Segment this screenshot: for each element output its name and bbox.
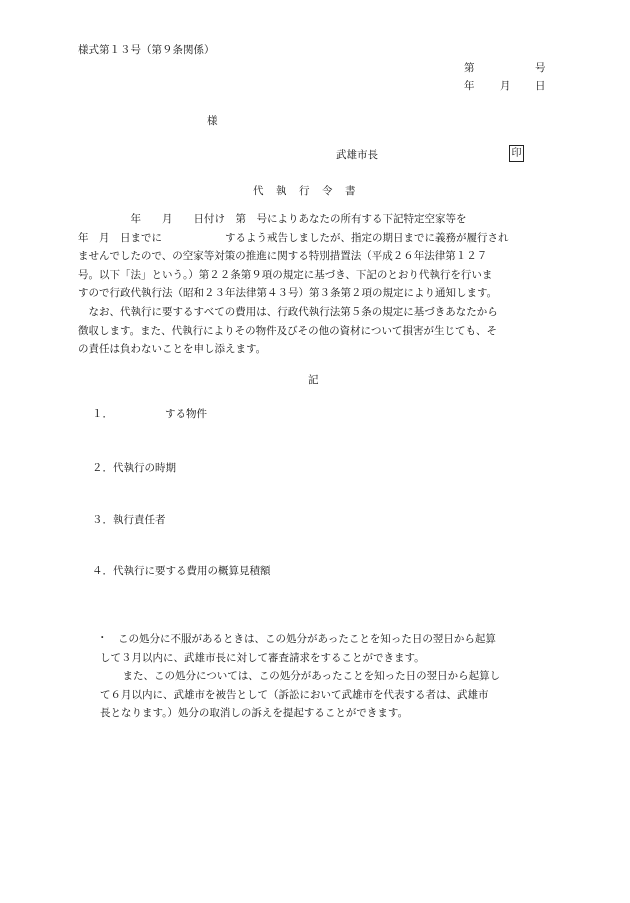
issuer-name: 武雄市長 — [336, 149, 378, 161]
item-number: ２． — [92, 462, 113, 474]
body-line: の責任は負わないことを申し添えます。 — [78, 343, 267, 356]
note-line: て６月以内に、武雄市を被告として（訴訟において武雄市を代表する者は、武雄市 — [100, 688, 489, 701]
body-line: すので行政代執行法（昭和２３年法律第４３号）第３条第２項の規定により通知します。 — [78, 287, 498, 300]
item-2 — [92, 460, 176, 475]
body-line: 年 月 日までに するよう戒告しましたが、指定の期日までに義務が履行され — [78, 231, 509, 244]
note-bullet: ・ — [97, 632, 108, 644]
item-4 — [92, 563, 271, 578]
item-3 — [92, 512, 166, 527]
body-paragraph-1 — [78, 210, 550, 303]
date-year: 年 — [464, 80, 475, 92]
item-number: ３． — [92, 514, 113, 526]
doc-number-suffix: 号 — [535, 62, 546, 74]
body-line: 徴収します。また、代執行によりその物件及びその他の資材について損害が生じても、そ — [78, 324, 497, 337]
note-line: この処分に不服があるときは、この処分があったことを知った日の翌日から起算 — [118, 633, 496, 645]
item-label: 代執行の時期 — [113, 462, 176, 474]
body-line: 年 月 日付け 第 号によりあなたの所有する下記特定空家等を — [120, 213, 467, 225]
addressee-honorific: 様 — [207, 115, 218, 127]
note-line: 長となります。）処分の取消しの訴えを提起することができます。 — [100, 707, 409, 720]
document-title: 代 執 行 令 書 — [253, 185, 357, 197]
date-month: 月 — [500, 80, 511, 92]
doc-number-prefix: 第 — [464, 62, 475, 74]
body-line: なお、代執行に要するすべての費用は、行政代執行法第５条の規定に基づきあなたから — [78, 306, 498, 318]
note-line: して３月以内に、武雄市長に対して審査請求をすることができます。 — [100, 651, 425, 664]
body-paragraph-2 — [78, 303, 550, 359]
date-day: 日 — [535, 80, 546, 92]
item-1 — [92, 406, 207, 421]
item-label: 代執行に要する費用の概算見積額 — [113, 565, 271, 577]
form-number: 様式第１３号（第９条関係） — [78, 44, 215, 56]
body-line: 号。以下「法」という。）第２２条第９項の規定に基づき、下記のとおり代執行を行いま — [78, 268, 493, 281]
ki-heading: 記 — [308, 374, 319, 386]
body-line: ませんでしたので、の空家等対策の推進に関する特別措置法（平成２６年法律第１２７ — [78, 250, 488, 263]
note-line: また、この処分については、この処分があったことを知った日の翌日から起算し — [112, 670, 501, 683]
item-number: １． — [92, 408, 113, 420]
seal-box: 印 — [509, 145, 524, 162]
item-label: 執行責任者 — [113, 514, 166, 526]
item-label: する物件 — [165, 408, 207, 420]
item-number: ４． — [92, 565, 113, 577]
notes-block — [100, 630, 550, 723]
